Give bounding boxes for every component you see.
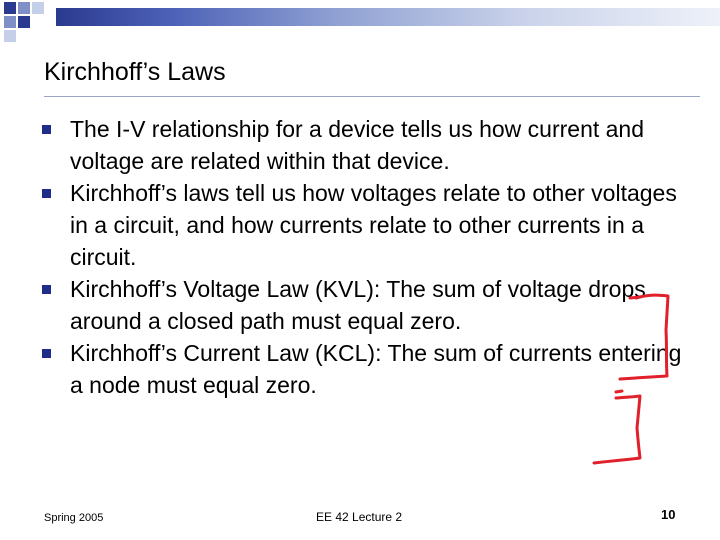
bullet-list	[40, 113, 690, 401]
bullet-text: Kirchhoff’s Current Law (KCL): The sum of currents entering a node must equal zero.	[70, 340, 682, 398]
decorative-square	[4, 30, 16, 42]
slide-title: Kirchhoff’s Laws	[44, 58, 226, 86]
kcl-bracket-mark	[594, 396, 640, 463]
bullet-item	[40, 177, 690, 273]
header-gradient-bar	[56, 8, 720, 26]
decorative-square	[18, 16, 30, 28]
bullet-item	[40, 337, 690, 401]
square-bullet-icon	[42, 189, 51, 198]
decorative-square	[32, 2, 44, 14]
square-bullet-icon	[42, 285, 51, 294]
decorative-square	[4, 16, 16, 28]
title-divider	[44, 96, 700, 97]
header-banner	[0, 0, 720, 40]
footer-lecture: EE 42 Lecture 2	[316, 510, 403, 524]
bullet-text: The I-V relationship for a device tells us how current and voltage are related within that device.	[70, 116, 645, 174]
square-bullet-icon	[42, 125, 51, 134]
bullet-item	[40, 273, 690, 337]
decorative-square	[4, 2, 16, 14]
page-number: 10	[661, 507, 676, 522]
footer-date: Spring 2005	[44, 512, 104, 524]
bullet-item	[40, 113, 690, 177]
square-bullet-icon	[42, 349, 51, 358]
bullet-text: Kirchhoff’s Voltage Law (KVL): The sum of voltage drops around a closed path must equal zero.	[70, 276, 646, 334]
decorative-square	[18, 2, 30, 14]
bullet-text: Kirchhoff’s laws tell us how voltages relate to other voltages in a circuit, and how currents relate to other currents in a circuit.	[70, 180, 677, 270]
